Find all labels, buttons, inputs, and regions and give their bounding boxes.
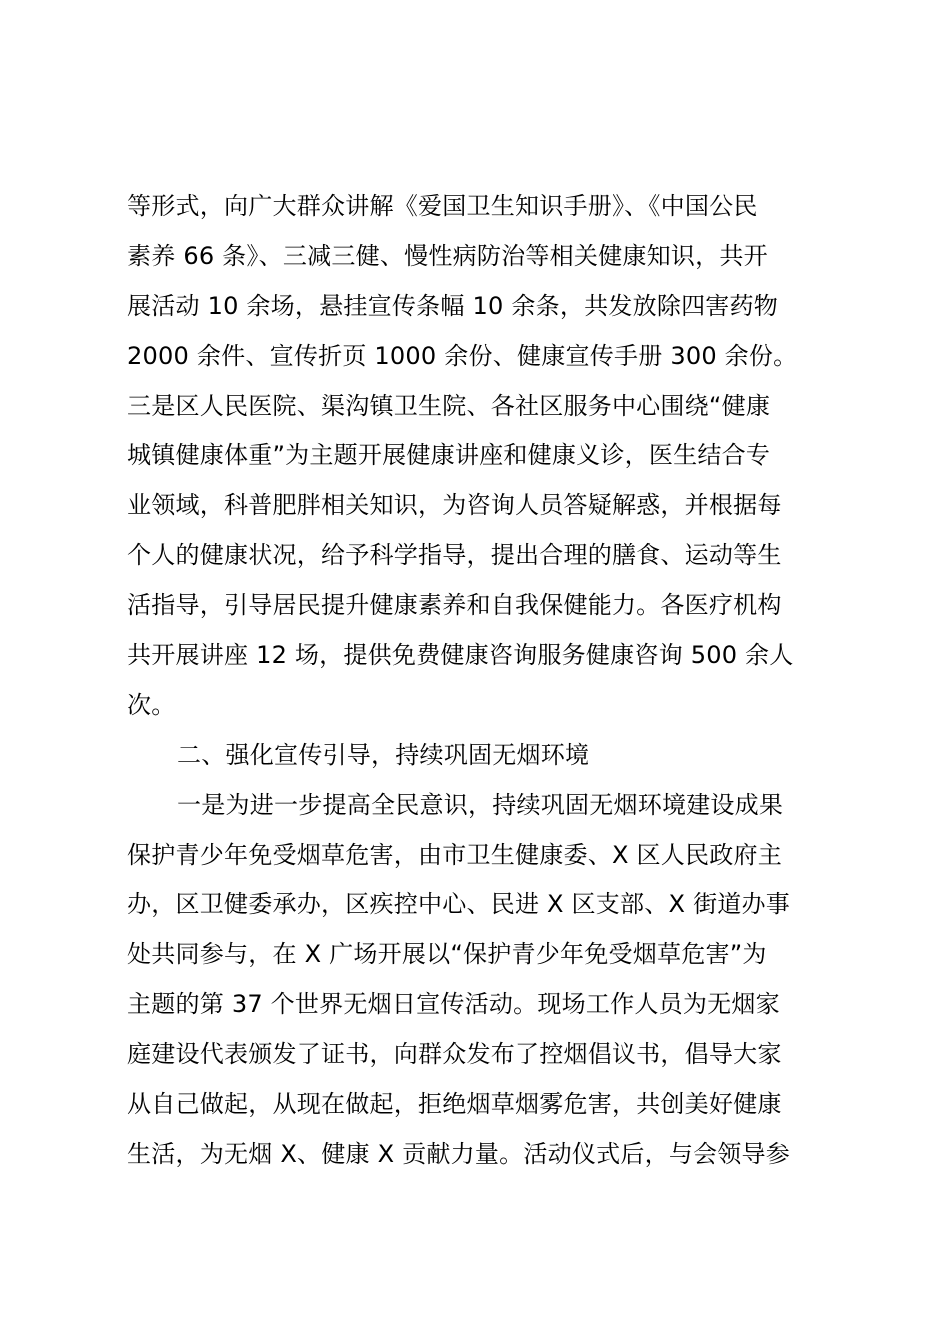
text-line: 保护青少年免受烟草危害，由市卫生健康委、X 区人民政府主 [127, 840, 782, 869]
paragraph-first-line: 一是为进一步提高全民意识，持续巩固无烟环境建设成果 [177, 790, 784, 819]
text-line: 业领域，科普肥胖相关知识，为咨询人员答疑解惑，并根据每 [127, 491, 782, 520]
text-line: 生活，为无烟 X、健康 X 贡献力量。活动仪式后，与会领导参 [127, 1139, 791, 1168]
text-line: 处共同参与，在 X 广场开展以“保护青少年免受烟草危害”为 [127, 940, 767, 969]
text-line: 三是区人民医院、渠沟镇卫生院、各社区服务中心围绕“健康 [127, 391, 771, 420]
body-text [127, 182, 847, 1180]
text-line: 庭建设代表颁发了证书，向群众发布了控烟倡议书，倡导大家 [127, 1040, 782, 1069]
text-line: 共开展讲座 12 场，提供免费健康咨询服务健康咨询 500 余人 [127, 641, 794, 670]
text-line: 展活动 10 余场，悬挂宣传条幅 10 余条，共发放除四害药物 [127, 291, 779, 320]
text-line: 从自己做起，从现在做起，拒绝烟草烟雾危害，共创美好健康 [127, 1090, 782, 1119]
text-line: 个人的健康状况，给予科学指导，提出合理的膳食、运动等生 [127, 541, 782, 570]
text-line: 主题的第 37 个世界无烟日宣传活动。现场工作人员为无烟家 [127, 990, 780, 1019]
text-line: 办，区卫健委承办，区疾控中心、民进 X 区支部、X 街道办事 [127, 890, 791, 919]
text-line: 活指导，引导居民提升健康素养和自我保健能力。各医疗机构 [127, 591, 782, 620]
text-line: 等形式，向广大群众讲解《爱国卫生知识手册》、《中国公民 [127, 192, 758, 220]
text-line: 城镇健康体重”为主题开展健康讲座和健康义诊，医生结合专 [127, 441, 771, 470]
section-heading: 二、强化宣传引导，持续巩固无烟环境 [177, 740, 590, 769]
text-line: 次。 [127, 690, 176, 719]
text-line: 素养 66 条》、三减三健、慢性病防治等相关健康知识，共开 [127, 241, 768, 270]
text-line: 2000 余件、宣传折页 1000 余份、健康宣传手册 300 余份。 [127, 341, 798, 370]
